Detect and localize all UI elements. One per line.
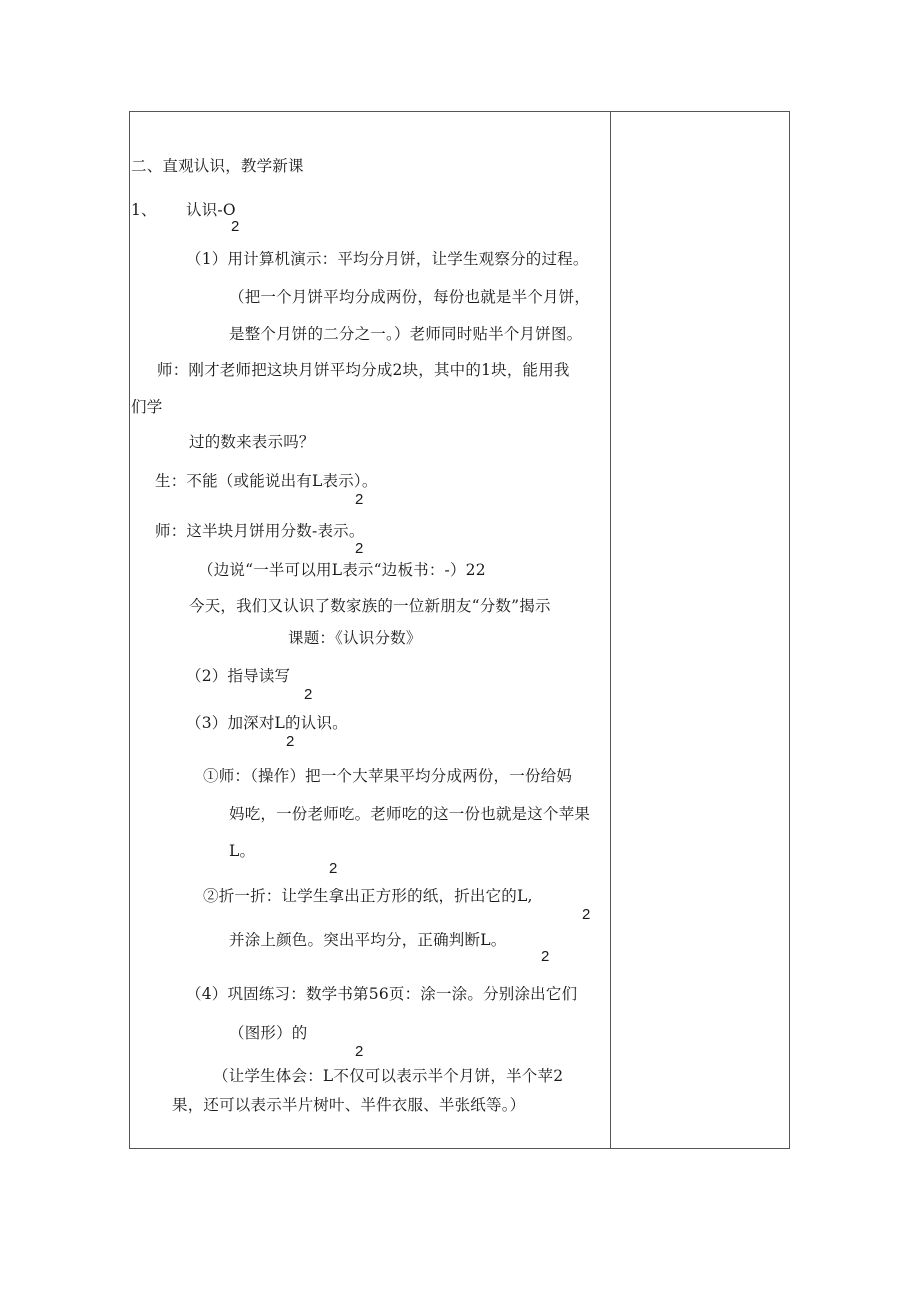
text-line: L。 <box>229 842 256 860</box>
text-line: 课题：《认识分数》 <box>288 629 422 647</box>
text-line: （4）巩固练习：数学书第56页：涂一涂。分别涂出它们 <box>186 985 578 1003</box>
text-line: （3）加深对L的认识。 <box>186 714 348 732</box>
text-line: （把一个月饼平均分成两份，每份也就是半个月饼， <box>229 288 591 306</box>
item-number: 1、 <box>131 201 157 219</box>
fraction-denominator: 2 <box>355 540 364 557</box>
text-line: 妈吃，一份老师吃。老师吃的这一份也就是这个苹果 <box>229 805 591 823</box>
section-title: 二、直观认识，教学新课 <box>131 157 304 175</box>
text-line: （让学生体会：L不仅可以表示半个月饼，半个苹2 <box>213 1067 564 1085</box>
text-line: 是整个月饼的二分之一。）老师同时贴半个月饼图。 <box>229 325 583 343</box>
fraction-denominator: 2 <box>355 1043 364 1060</box>
fraction-denominator: 2 <box>231 218 240 235</box>
fraction-denominator: 2 <box>582 906 591 923</box>
text-line: 生：不能（或能说出有L表示）。 <box>155 472 378 490</box>
text-line: （图形）的 <box>229 1024 308 1042</box>
fraction-denominator: 2 <box>541 948 550 965</box>
text-line: 们学 <box>131 398 163 416</box>
text-line: ①师：（操作）把一个大苹果平均分成两份，一份给妈 <box>203 767 573 785</box>
item-title: 认识-O <box>186 201 236 219</box>
fraction-denominator: 2 <box>286 733 295 750</box>
table-column-divider <box>610 111 611 1149</box>
fraction-denominator: 2 <box>355 491 364 508</box>
text-line: 果，还可以表示半片树叶、半件衣服、半张纸等。） <box>172 1096 526 1114</box>
fraction-denominator: 2 <box>304 686 313 703</box>
text-line: （2）指导读写 <box>186 667 291 685</box>
text-line: 并涂上颜色。突出平均分，正确判断L。 <box>229 931 507 949</box>
text-line: 今天，我们又认识了数家族的一位新朋友“分数”揭示 <box>189 597 551 615</box>
text-line: 师：刚才老师把这块月饼平均分成2块，其中的1块，能用我 <box>157 361 570 379</box>
text-line: 师：这半块月饼用分数-表示。 <box>155 522 365 540</box>
text-line: （边说“一半可以用L表示“边板书：-）22 <box>198 561 486 579</box>
text-line: ②折一折：让学生拿出正方形的纸，折出它的L, <box>203 887 533 905</box>
text-line: 过的数来表示吗？ <box>189 433 315 451</box>
text-line: （1）用计算机演示：平均分月饼，让学生观察分的过程。 <box>186 250 589 268</box>
fraction-denominator: 2 <box>329 860 338 877</box>
